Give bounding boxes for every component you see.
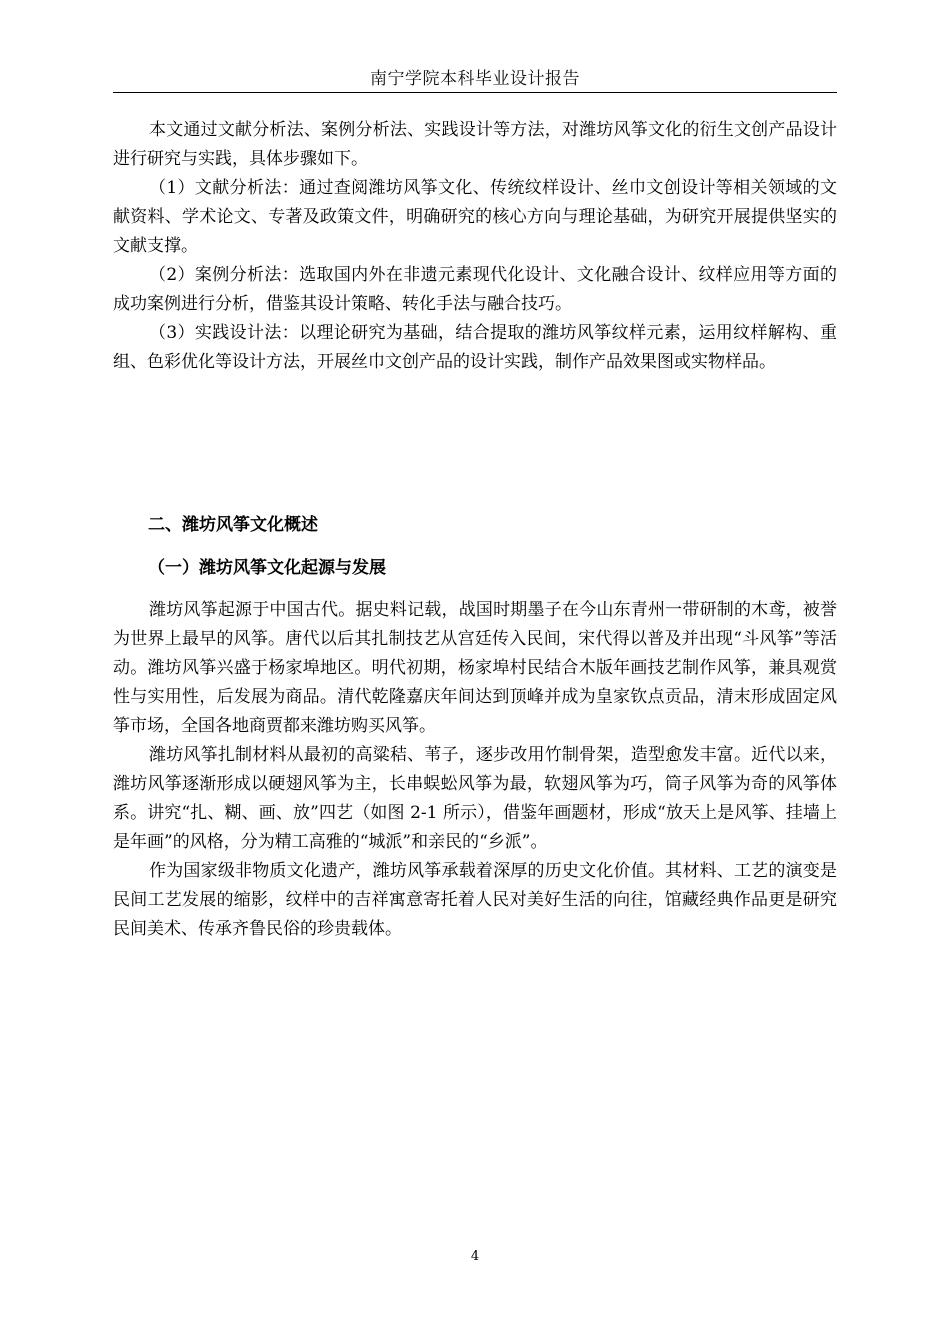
method-practice-paragraph: （3）实践设计法：以理论研究为基础，结合提取的潍坊风筝纹样元素，运用纹样解构、重组、色彩优化等设计方法，开展丝巾文创产品的设计实践，制作产品效果图或实物样品。 bbox=[113, 323, 837, 372]
header-divider bbox=[113, 92, 837, 93]
page-header: 南宁学院本科毕业设计报告 bbox=[370, 69, 580, 89]
section-heading: 二、潍坊风筝文化概述 bbox=[148, 515, 318, 535]
origin-section bbox=[113, 596, 837, 944]
method-case-paragraph: （2）案例分析法：选取国内外在非遗元素现代化设计、文化融合设计、纹样应用等方面的成功案例进行分析，借鉴其设计策略、转化手法与融合技巧。 bbox=[113, 265, 837, 314]
method-literature-paragraph: （1）文献分析法：通过查阅潍坊风筝文化、传统纹样设计、丝巾文创设计等相关领域的文献资料、学术论文、专著及政策文件，明确研究的核心方向与理论基础，为研究开展提供坚实的文献支撑。 bbox=[113, 178, 837, 256]
page-number: 4 bbox=[470, 1249, 480, 1264]
intro-paragraph: 本文通过文献分析法、案例分析法、实践设计等方法，对潍坊风筝文化的衍生文创产品设计进行研究与实践，具体步骤如下。 bbox=[113, 120, 837, 169]
subsection-heading: （一）潍坊风筝文化起源与发展 bbox=[148, 558, 386, 578]
origin-paragraph: 潍坊风筝起源于中国古代。据史料记载，战国时期墨子在今山东青州一带研制的木鸢，被誉为世界上最早的风筝。唐代以后其扎制技艺从宫廷传入民间，宋代得以普及并出现“斗风筝”等活动。潍坊风筝兴盛于杨家埠地区。明代初期，杨家埠村民结合木版年画技艺制作风筝，兼具观赏性与实用性，后发展为商品。清代乾隆嘉庆年间达到顶峰并成为皇家钦点贡品，清末形成固定风筝市场，全国各地商贾都来潍坊购买风筝。 bbox=[113, 600, 837, 736]
intro-section bbox=[113, 116, 837, 377]
heritage-paragraph: 作为国家级非物质文化遗产，潍坊风筝承载着深厚的历史文化价值。其材料、工艺的演变是民间工艺发展的缩影，纹样中的吉祥寓意寄托着人民对美好生活的向往，馆藏经典作品更是研究民间美术、传承齐鲁民俗的珍贵载体。 bbox=[113, 861, 837, 939]
materials-paragraph: 潍坊风筝扎制材料从最初的高粱秸、苇子，逐步改用竹制骨架，造型愈发丰富。近代以来，潍坊风筝逐渐形成以硬翅风筝为主，长串蜈蚣风筝为最，软翅风筝为巧，筒子风筝为奇的风筝体系。讲究“扎、糊、画、放”四艺（如图 2-1 所示），借鉴年画题材，形成“放天上是风筝、挂墙上是年画”的风格，分为精工高雅的“城派”和亲民的“乡派”。 bbox=[113, 745, 837, 852]
